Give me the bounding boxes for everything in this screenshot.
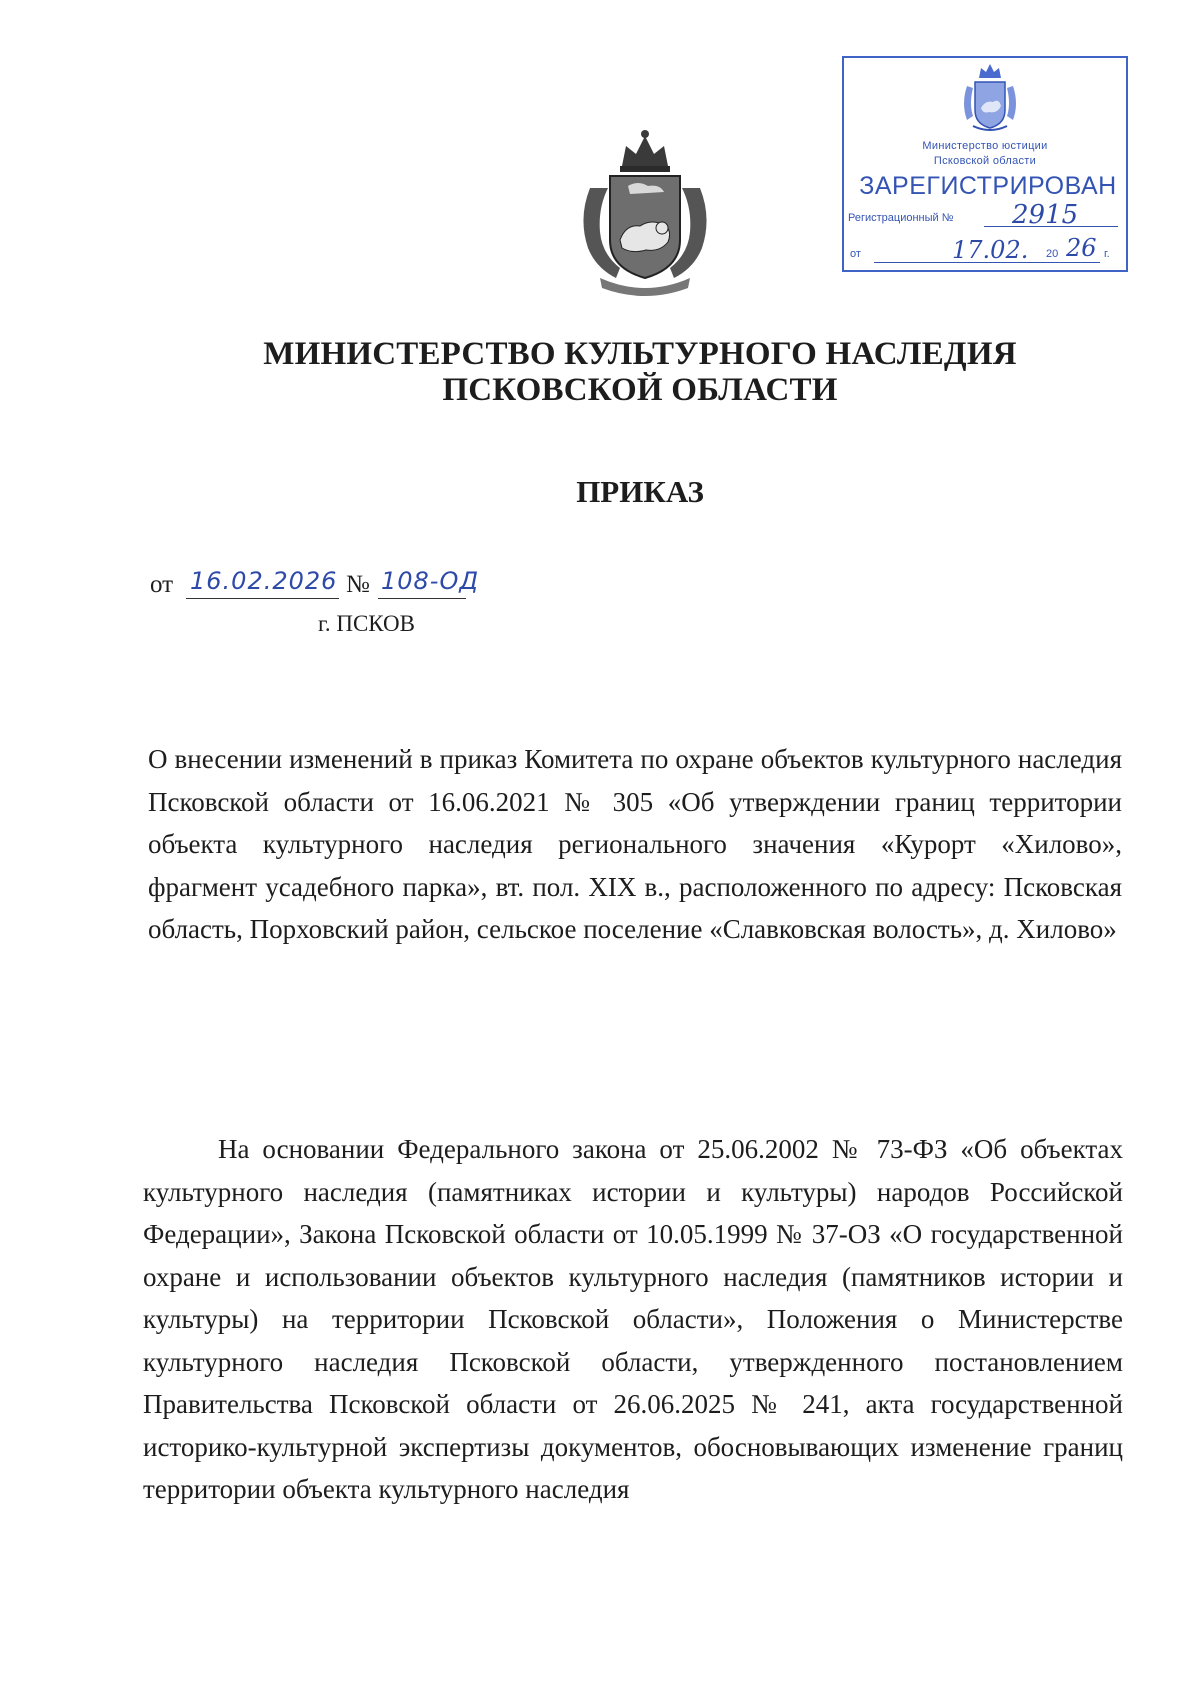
order-number-underline bbox=[378, 598, 466, 599]
registration-stamp bbox=[842, 56, 1128, 272]
stamp-reg-number: 2915 bbox=[1012, 200, 1079, 230]
stamp-year-prefix: 20 bbox=[1046, 248, 1059, 260]
order-number-sign: № bbox=[346, 571, 370, 598]
order-subject: О внесении изменений в приказ Комитета по охране объектов культурного наследия Псковской области от 16.06.2021 № 305 «Об утверждении границ территории объекта культурного наследия регионального значения «Курорт «Хилово», фрагмент усадебного парка», вт. пол. XIX в., расположенного по адресу: Псковская область, Порховский район, сельское поселение «Славковская волость», д. Хилово» bbox=[148, 744, 1122, 945]
order-body-paragraph: На основании Федерального закона от 25.06.2002 № 73-ФЗ «Об объектах культурного наследия (памятниках истории и культуры) народов Российской Федерации», Закона Псковской области от 10.05.1999 № 37-ОЗ «О государственной охране и использовании объектов культурного наследия (памятников истории и культуры) на территории Псковской области», Положения о Министерстве культурного наследия Псковской области, утвержденного постановлением Правительства Псковской области от 26.06.2025 № 241, акта государственной историко-культурной экспертизы документов, обосновывающих изменение границ территории объекта культурного наследия bbox=[143, 1134, 1123, 1504]
stamp-status: ЗАРЕГИСТРИРОВАН bbox=[859, 172, 1117, 200]
stamp-coat-of-arms-icon bbox=[961, 64, 1019, 134]
order-heading: ПРИКАЗ bbox=[576, 474, 704, 509]
stamp-from-label: от bbox=[850, 248, 861, 260]
stamp-ministry-line1: Министерство юстиции bbox=[922, 140, 1048, 152]
order-date-underline bbox=[186, 598, 339, 599]
ministry-title-line1: МИНИСТЕРСТВО КУЛЬТУРНОГО НАСЛЕДИЯ bbox=[263, 336, 1017, 372]
stamp-ministry-line2: Псковской области bbox=[933, 155, 1037, 167]
ministry-title-line2: ПСКОВСКОЙ ОБЛАСТИ bbox=[442, 372, 838, 408]
order-number: 108-ОД bbox=[381, 567, 480, 595]
order-date: 16.02.2026 bbox=[190, 567, 338, 595]
order-city: г. ПСКОВ bbox=[318, 611, 416, 636]
order-from-label: от bbox=[150, 571, 174, 598]
stamp-year-unit: г. bbox=[1104, 248, 1110, 260]
stamp-date: 17.02. bbox=[952, 236, 1029, 264]
stamp-year-suffix: 26 bbox=[1066, 234, 1097, 262]
pskov-coat-of-arms-icon bbox=[570, 128, 720, 296]
stamp-reg-label: Регистрационный № bbox=[848, 212, 954, 224]
